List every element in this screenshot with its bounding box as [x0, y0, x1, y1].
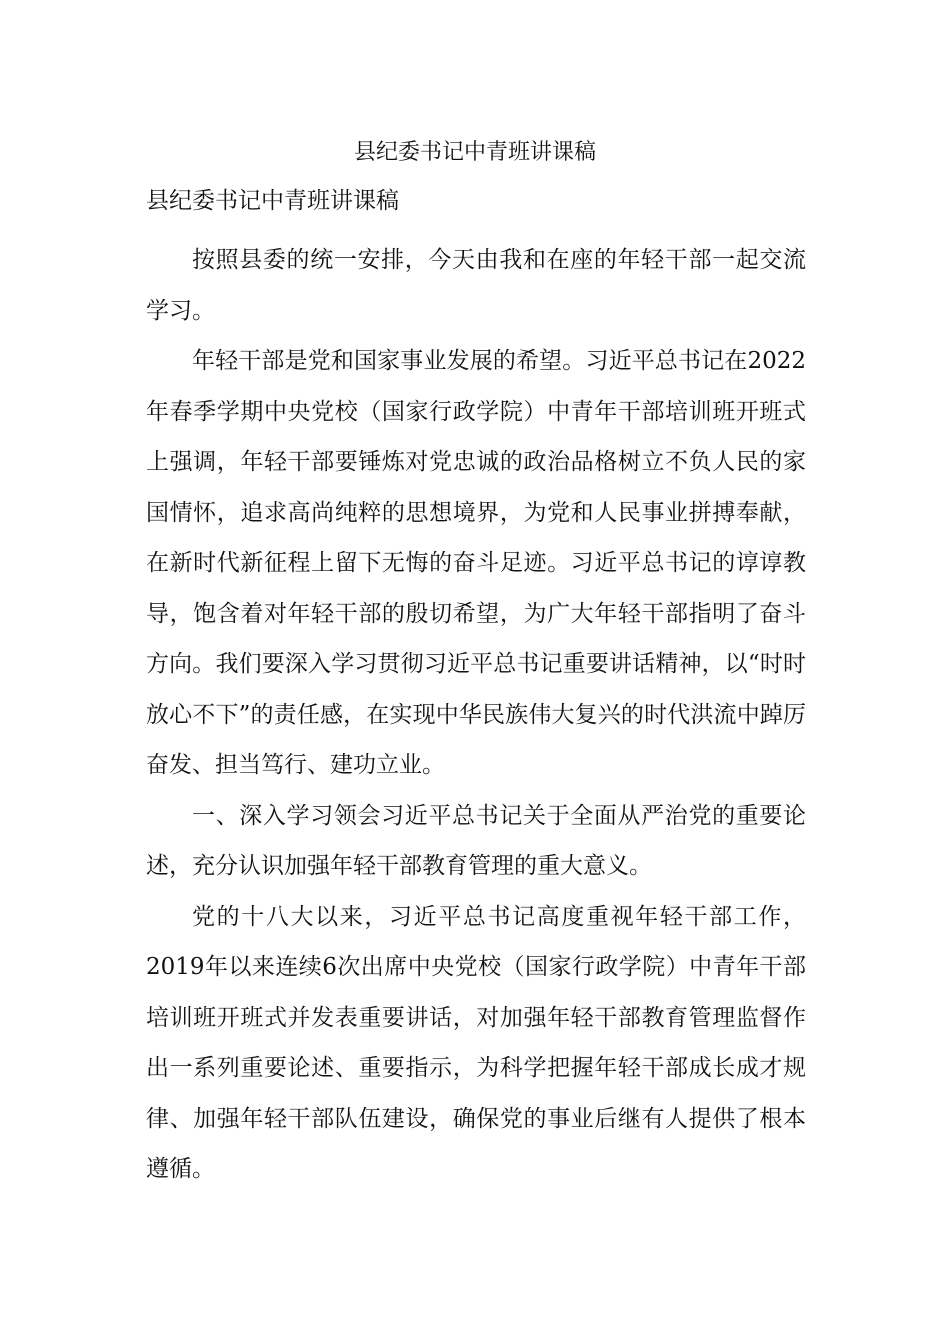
document-subtitle: 县纪委书记中青班讲课稿: [146, 188, 399, 214]
paragraph-since-18th-congress: 党的十八大以来，习近平总书记高度重视年轻干部工作，2019年以来连续6次出席中央党校（国家行政学院）中青年干部培训班开班式并发表重要讲话，对加强年轻干部教育管理监督作出一系列重要论述、重要指示，为科学把握年轻干部成长成才规律、加强年轻干部队伍建设，确保党的事业后继有人提供了根本遵循。: [146, 903, 806, 1182]
paragraph-young-cadres: 年轻干部是党和国家事业发展的希望。习近平总书记在2022年春季学期中央党校（国家行政学院）中青年干部培训班开班式上强调，年轻干部要锤炼对党忠诚的政治品格树立不负人民的家国情怀，追求高尚纯粹的思想境界，为党和人民事业拼搏奉献，在新时代新征程上留下无悔的奋斗足迹。习近平总书记的谆谆教导，饱含着对年轻干部的殷切希望，为广大年轻干部指明了奋斗方向。我们要深入学习贯彻习近平总书记重要讲话精神，以“时时放心不下”的责任感，在实现中华民族伟大复兴的时代洪流中踔厉奋发、担当笃行、建功立业。: [146, 348, 806, 778]
paragraph-section-one-heading: 一、深入学习领会习近平总书记关于全面从严治党的重要论述，充分认识加强年轻干部教育管理的重大意义。: [146, 802, 806, 879]
paragraph-intro: 按照县委的统一安排，今天由我和在座的年轻干部一起交流学习。: [146, 247, 806, 324]
document-title: 县纪委书记中青班讲课稿: [353, 140, 596, 165]
document-body: [146, 181, 806, 1195]
